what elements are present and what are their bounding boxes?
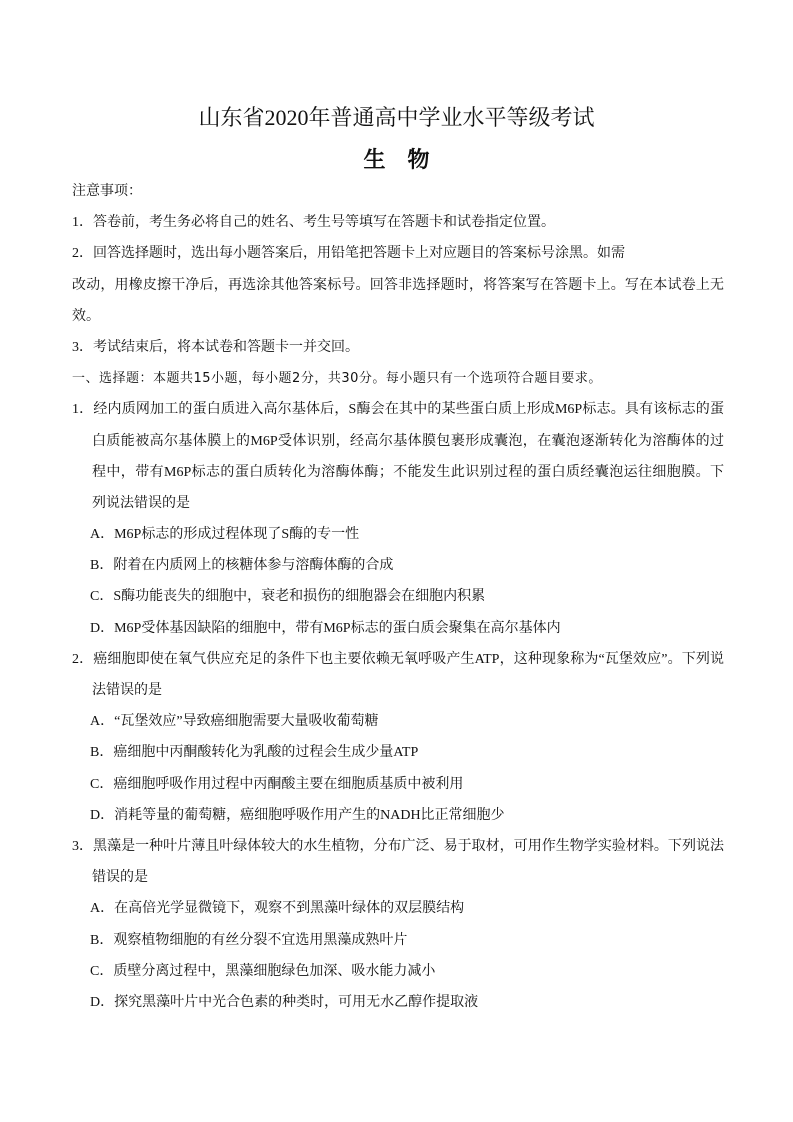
notice-heading: 注意事项： xyxy=(72,184,142,199)
question-stem-line: 白质能被高尔基体膜上的M6P受体识别，经高尔基体膜包裹形成囊泡，在囊泡逐渐转化为溶酶体的过 xyxy=(92,433,724,449)
answer-option: A．M6P标志的形成过程体现了S酶的专一性 xyxy=(90,527,360,543)
answer-option: C．S酶功能丧失的细胞中，衰老和损伤的细胞器会在细胞内积累 xyxy=(90,589,486,605)
question xyxy=(72,394,724,644)
notice-list xyxy=(72,207,724,363)
question-list xyxy=(72,394,724,1018)
answer-option: C．癌细胞呼吸作用过程中丙酮酸主要在细胞质基质中被利用 xyxy=(90,776,464,792)
question-stem-line: 错误的是 xyxy=(92,870,148,886)
answer-option: A．“瓦堡效应”导致癌细胞需要大量吸收葡萄糖 xyxy=(90,714,379,730)
notice-item-line: 3．考试结束后，将本试卷和答题卡一并交回。 xyxy=(72,339,359,355)
question-stem-line: 2．癌细胞即使在氧气供应充足的条件下也主要依赖无氧呼吸产生ATP，这种现象称为“瓦堡效应”。下列说 xyxy=(72,651,724,667)
answer-option: B．癌细胞中丙酮酸转化为乳酸的过程会生成少量ATP xyxy=(90,745,419,761)
question-stem-line: 法错误的是 xyxy=(92,683,162,698)
question xyxy=(72,644,724,831)
exam-body xyxy=(72,176,724,1018)
question-stem-line: 3．黑藻是一种叶片薄且叶绿体较大的水生植物，分布广泛、易于取材，可用作生物学实验材料。下列说法 xyxy=(72,838,724,854)
notice-item-line: 2．回答选择题时，选出每小题答案后，用铅笔把答题卡上对应题目的答案标号涂黑。如需 xyxy=(72,246,625,262)
subject-title: 生 物 xyxy=(363,147,430,172)
answer-option: A．在高倍光学显微镜下，观察不到黑藻叶绿体的双层膜结构 xyxy=(90,901,465,917)
question-stem-line: 程中，带有M6P标志的蛋白质转化为溶酶体酶；不能发生此识别过程的蛋白质经囊泡运往细胞膜。下 xyxy=(92,464,724,480)
answer-option: B．观察植物细胞的有丝分裂不宜选用黑藻成熟叶片 xyxy=(90,932,408,948)
exam-title: 山东省2020年普通高中学业水平等级考试 xyxy=(198,105,595,130)
answer-option: B．附着在内质网上的核糖体参与溶酶体酶的合成 xyxy=(90,558,394,574)
notice-item-line: 改动，用橡皮擦干净后，再选涂其他答案标号。回答非选择题时，将答案写在答题卡上。写在本试卷上无 xyxy=(72,277,724,293)
answer-option: C．质壁分离过程中，黑藻细胞绿色加深、吸水能力减小 xyxy=(90,963,436,979)
answer-option: D．M6P受体基因缺陷的细胞中，带有M6P标志的蛋白质会聚集在高尔基体内 xyxy=(90,620,561,636)
answer-option: D．消耗等量的葡萄糖，癌细胞呼吸作用产生的NADH比正常细胞少 xyxy=(90,807,505,823)
answer-option: D．探究黑藻叶片中光合色素的种类时，可用无水乙醇作提取液 xyxy=(90,994,479,1010)
notice-item-line: 1．答卷前，考生务必将自己的姓名、考生号等填写在答题卡和试卷指定位置。 xyxy=(72,215,555,231)
question-stem-line: 列说法错误的是 xyxy=(92,495,190,511)
notice-item-line: 效。 xyxy=(72,308,100,324)
question xyxy=(72,831,724,1018)
section-heading: 一、选择题：本题共15小题，每小题2分，共30分。每小题只有一个选项符合题目要求。 xyxy=(72,371,602,387)
question-stem-line: 1．经内质网加工的蛋白质进入高尔基体后，S酶会在其中的某些蛋白质上形成M6P标志。具有该标志的蛋 xyxy=(72,402,724,418)
